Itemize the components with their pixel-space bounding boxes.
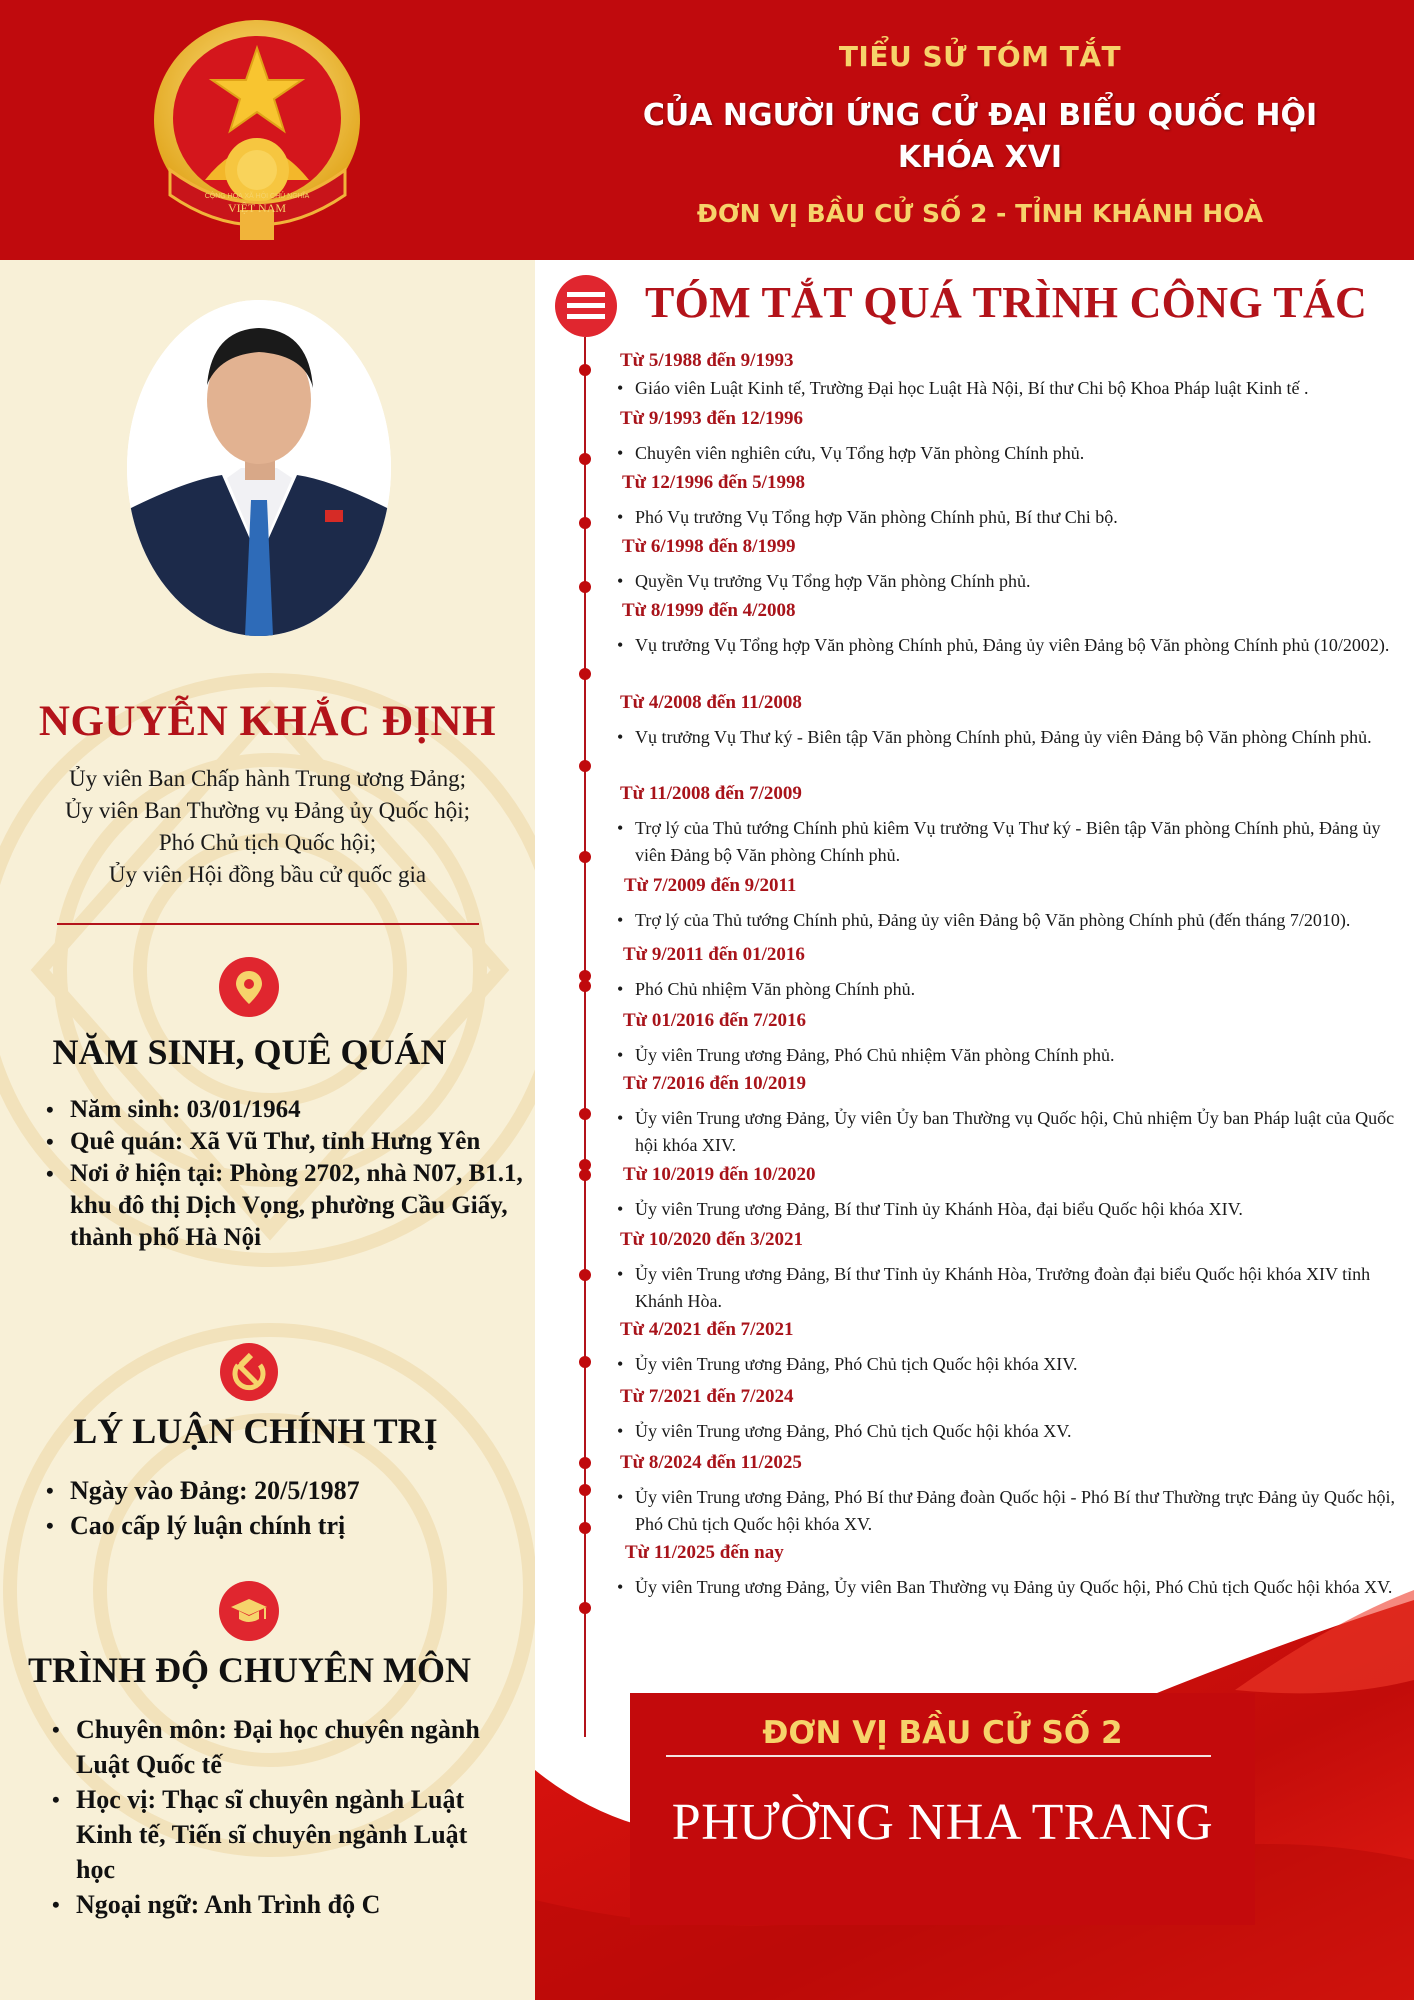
timeline-dot [579,851,591,863]
major-item: • Chuyên môn: Đại học chuyên ngành Luật Quốc tế [50,1712,480,1782]
timeline-period: Từ 5/1988 đến 9/1993 [620,350,794,371]
hometown-item: • Quê quán: Xã Vũ Thư, tỉnh Hưng Yên [44,1126,524,1158]
political-theory-item: • Cao cấp lý luận chính trị [44,1508,524,1543]
timeline-description: • Trợ lý của Thủ tướng Chính phủ kiêm Vụ trưởng Vụ Thư ký - Biên tập Văn phòng Chính phủ, Đảng ủy viên Đảng bộ Văn phòng Chính phủ. [617,815,1397,869]
politics-section-title: LÝ LUẬN CHÍNH TRỊ [73,1411,438,1451]
candidate-title-line: Phó Chủ tịch Quốc hội; [158,830,377,855]
timeline-description: • Ủy viên Trung ương Đảng, Phó Chủ tịch Quốc hội khóa XIV. [617,1351,1397,1378]
timeline-period: Từ 9/1993 đến 12/1996 [620,408,803,429]
birth-section-title: NĂM SINH, QUÊ QUÁN [52,1032,447,1072]
emblem-text-top: CỘNG HÒA XÃ HỘI CHỦ NGHĨA [204,193,310,200]
timeline-description: • Ủy viên Trung ương Đảng, Phó Chủ tịch Quốc hội khóa XV. [617,1418,1397,1445]
section-divider [57,923,479,925]
timeline-description: • Ủy viên Trung ương Đảng, Ủy viên Ban Thường vụ Đảng ủy Quốc hội, Phó Chủ tịch Quốc hội khóa XV. [617,1574,1397,1601]
timeline-description: • Vụ trưởng Vụ Thư ký - Biên tập Văn phòng Chính phủ, Đảng ủy viên Đảng bộ Văn phòng Chính phủ. [617,724,1397,751]
candidate-name: NGUYỄN KHẮC ĐỊNH [38,698,497,745]
header-subtitle-line2: KHÓA XVI [897,140,1063,175]
list-icon [555,275,617,337]
timeline-dot [579,1602,591,1614]
language-item: • Ngoại ngữ: Anh Trình độ C [50,1887,480,1922]
timeline-dot [579,1108,591,1120]
timeline-description: • Ủy viên Trung ương Đảng, Phó Bí thư Đảng đoàn Quốc hội - Phó Bí thư Thường trực Đảng ủy Quốc hội, Phó Chủ tịch Quốc hội khóa XV. [617,1484,1397,1538]
timeline-period: Từ 7/2016 đến 10/2019 [623,1073,806,1094]
electoral-unit-name: PHƯỜNG NHA TRANG [671,1794,1214,1851]
header-electoral-unit: ĐƠN VỊ BẦU CỬ SỐ 2 - TỈNH KHÁNH HOÀ [696,199,1264,228]
header-subtitle [620,95,1340,179]
header-subtitle-line1: CỦA NGƯỜI ỨNG CỬ ĐẠI BIỂU QUỐC HỘI [642,98,1318,133]
graduation-cap-icon [219,1581,279,1641]
timeline-dot [579,1159,591,1171]
header-title-block [620,40,1340,228]
timeline-dot [579,668,591,680]
header-title: TIỂU SỬ TÓM TẮT [838,40,1122,73]
timeline-description: • Chuyên viên nghiên cứu, Vụ Tổng hợp Văn phòng Chính phủ. [617,440,1397,467]
candidate-title-line: Ủy viên Ban Chấp hành Trung ương Đảng; [68,766,467,791]
timeline-dot [579,1457,591,1469]
education-info-list [50,1712,480,1922]
timeline-period: Từ 4/2021 đến 7/2021 [620,1319,794,1340]
timeline-description: • Phó Chủ nhiệm Văn phòng Chính phủ. [617,976,1397,1003]
timeline-period: Từ 9/2011 đến 01/2016 [623,944,805,965]
birth-info-list [44,1094,524,1254]
timeline-period: Từ 10/2019 đến 10/2020 [623,1164,816,1185]
national-emblem-icon [150,20,365,242]
party-join-date-item: • Ngày vào Đảng: 20/5/1987 [44,1473,524,1508]
timeline-description: • Ủy viên Trung ương Đảng, Bí thư Tỉnh ủy Khánh Hòa, Trưởng đoàn đại biểu Quốc hội khóa XIV tỉnh Khánh Hòa. [617,1261,1397,1315]
electoral-unit-divider [666,1755,1211,1757]
electoral-unit-box [630,1693,1255,1925]
timeline-description: • Ủy viên Trung ương Đảng, Ủy viên Ủy ban Thường vụ Quốc hội, Chủ nhiệm Ủy ban Pháp luật của Quốc hội khóa XIV. [617,1105,1397,1159]
residence-item: • Nơi ở hiện tại: Phòng 2702, nhà N07, B1.1, khu đô thị Dịch Vọng, phường Cầu Giấy, thành phố Hà Nội [44,1158,524,1254]
timeline-period: Từ 11/2008 đến 7/2009 [620,783,802,804]
map-pin-icon [219,957,279,1017]
header-banner [0,0,1414,260]
timeline-dot [579,1484,591,1496]
profile-panel [0,260,535,2000]
timeline-dot [579,517,591,529]
candidate-title-line: Ủy viên Hội đồng bầu cử quốc gia [108,862,427,887]
timeline-period: Từ 10/2020 đến 3/2021 [620,1229,803,1250]
person-silhouette-icon [127,300,391,636]
timeline-period: Từ 12/1996 đến 5/1998 [622,472,805,493]
timeline-dot [579,1356,591,1368]
timeline-description: • Quyền Vụ trưởng Vụ Tổng hợp Văn phòng Chính phủ. [617,568,1397,595]
timeline-description: • Ủy viên Trung ương Đảng, Bí thư Tỉnh ủy Khánh Hòa, đại biểu Quốc hội khóa XIV. [617,1196,1397,1223]
timeline-description: • Phó Vụ trưởng Vụ Tổng hợp Văn phòng Chính phủ, Bí thư Chi bộ. [617,504,1397,531]
electoral-unit-title: ĐƠN VỊ BẦU CỬ SỐ 2 [762,1715,1123,1751]
timeline-period: Từ 8/1999 đến 4/2008 [622,600,796,621]
timeline-period: Từ 7/2009 đến 9/2011 [624,875,797,896]
timeline-dot [579,980,591,992]
timeline-dot [579,1269,591,1281]
timeline-dot [579,453,591,465]
timeline-period: Từ 11/2025 đến nay [625,1542,784,1563]
timeline-description: • Vụ trưởng Vụ Tổng hợp Văn phòng Chính phủ, Đảng ủy viên Đảng bộ Văn phòng Chính phủ (10/2002). [617,632,1397,659]
birth-date-item: • Năm sinh: 03/01/1964 [44,1094,524,1126]
timeline-description: • Ủy viên Trung ương Đảng, Phó Chủ nhiệm Văn phòng Chính phủ. [617,1042,1397,1069]
timeline-description: • Trợ lý của Thủ tướng Chính phủ, Đảng ủy viên Đảng bộ Văn phòng Chính phủ (đến tháng 7/2010). [617,907,1397,934]
timeline-period: Từ 6/1998 đến 8/1999 [622,536,796,557]
candidate-titles [0,763,535,891]
timeline-period: Từ 01/2016 đến 7/2016 [623,1010,806,1031]
timeline-period: Từ 4/2008 đến 11/2008 [620,692,802,713]
timeline-description: • Giáo viên Luật Kinh tế, Trường Đại học Luật Hà Nội, Bí thư Chi bộ Khoa Pháp luật Kinh tế . [617,375,1397,402]
portrait-photo [127,300,391,636]
career-section-title: TÓM TẮT QUÁ TRÌNH CÔNG TÁC [645,278,1368,327]
timeline-dot [579,760,591,772]
timeline-period: Từ 8/2024 đến 11/2025 [620,1452,802,1473]
hammer-sickle-icon [220,1343,278,1401]
education-section-title: TRÌNH ĐỘ CHUYÊN MÔN [27,1650,471,1690]
timeline-period: Từ 7/2021 đến 7/2024 [620,1386,794,1407]
timeline-dot [579,1522,591,1534]
emblem-text-bottom: VIỆT NAM [227,201,287,215]
candidate-title-line: Ủy viên Ban Thường vụ Đảng ủy Quốc hội; [65,798,470,823]
degree-item: • Học vị: Thạc sĩ chuyên ngành Luật Kinh tế, Tiến sĩ chuyên ngành Luật học [50,1782,480,1887]
timeline-dot [579,581,591,593]
politics-info-list [44,1473,524,1543]
timeline-dot [579,364,591,376]
